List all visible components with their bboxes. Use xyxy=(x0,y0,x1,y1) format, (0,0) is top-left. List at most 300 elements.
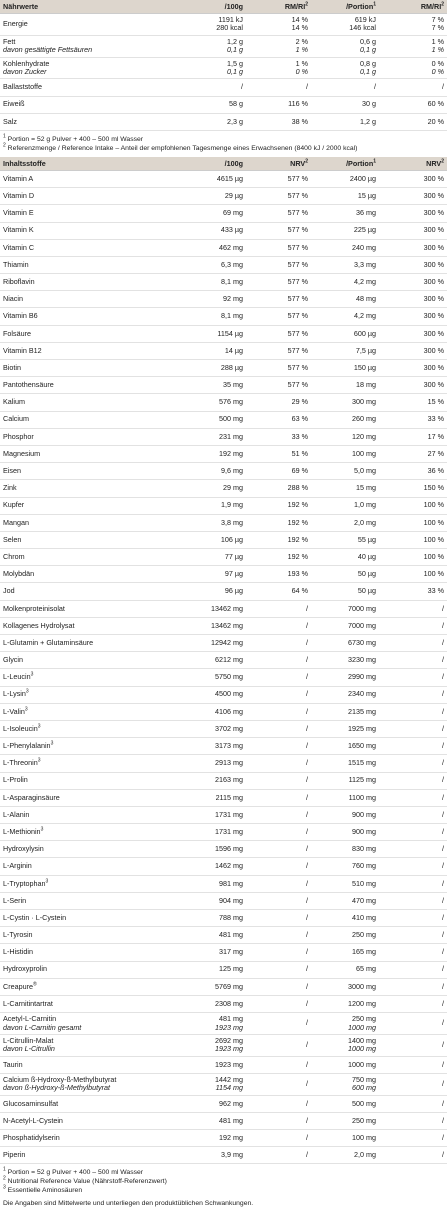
ingredient-value-v4 xyxy=(379,858,447,875)
ingredient-row xyxy=(0,669,447,686)
value-line: 65 mg xyxy=(356,964,376,974)
ingredient-value-v4 xyxy=(379,772,447,789)
value-line: / xyxy=(306,637,308,647)
nutrient-value-v1 xyxy=(190,35,246,57)
value-subline: 1000 mg xyxy=(348,1044,376,1054)
ingredient-value-v1 xyxy=(190,617,246,634)
nutrient-value-v4 xyxy=(379,96,447,113)
ingredient-label xyxy=(3,364,187,372)
value-line: / xyxy=(306,741,308,751)
nutrient-value-v1 xyxy=(190,113,246,130)
value-line: / xyxy=(442,672,444,682)
ingredient-value-v3 xyxy=(311,927,379,944)
ingredient-value-v2 xyxy=(246,531,311,548)
ingredient-value-v3 xyxy=(311,789,379,806)
ingredient-value-v2 xyxy=(246,170,311,187)
ingredient-value-v4 xyxy=(379,789,447,806)
ingredient-value-v3 xyxy=(311,910,379,927)
ingredient-value-v2 xyxy=(246,720,311,737)
ingredient-value-v4 xyxy=(379,1130,447,1147)
ingredient-value-v4 xyxy=(379,600,447,617)
value-line: / xyxy=(306,1059,308,1069)
ingredient-value-v2 xyxy=(246,652,311,669)
value-line: 120 mg xyxy=(352,431,376,441)
value-line: 2,0 mg xyxy=(354,1150,376,1160)
ingredient-label-text: Piperin xyxy=(3,1150,26,1160)
ingredient-value-v4 xyxy=(379,755,447,772)
ingredient-row xyxy=(0,205,447,222)
value-line: 7,5 µg xyxy=(355,345,376,355)
value-line: 981 mg xyxy=(219,878,243,888)
value-line: / xyxy=(442,792,444,802)
ingredient-value-v4 xyxy=(379,703,447,720)
ingredient-row xyxy=(0,995,447,1012)
ingredient-value-v1 xyxy=(190,342,246,359)
value-line: 462 mg xyxy=(219,242,243,252)
ingredient-value-v3 xyxy=(311,892,379,909)
header-nrv2: NRV$^2$ xyxy=(379,157,447,171)
ingredient-value-v2 xyxy=(246,789,311,806)
header-portion: /Portion$^1$ xyxy=(311,157,379,171)
ingredient-row xyxy=(0,1056,447,1073)
value-line: / xyxy=(442,82,444,92)
ingredient-name xyxy=(0,566,190,583)
value-line: 317 mg xyxy=(219,947,243,957)
value-line: 830 mg xyxy=(352,844,376,854)
ingredient-value-v2 xyxy=(246,927,311,944)
value-line: 3702 mg xyxy=(215,723,243,733)
value-line: / xyxy=(442,1040,444,1050)
ingredient-name xyxy=(0,703,190,720)
ingredient-row xyxy=(0,892,447,909)
value-line: 3,8 mg xyxy=(221,517,243,527)
value-line: 2400 µg xyxy=(349,173,376,183)
ingredient-value-v3 xyxy=(311,1056,379,1073)
ingredient-value-v2 xyxy=(246,188,311,205)
value-line: 63 % xyxy=(291,414,308,424)
ingredient-value-v4 xyxy=(379,1034,447,1056)
value-line: 788 mg xyxy=(219,912,243,922)
ingredient-superscript: 3 xyxy=(45,878,49,885)
ingredient-value-v2 xyxy=(246,274,311,291)
nutrition-table xyxy=(0,0,447,131)
ingredient-row xyxy=(0,1073,447,1095)
ingredient-sublabel: davon L-Citrullin xyxy=(3,1044,55,1054)
value-line: 410 mg xyxy=(352,912,376,922)
ingredient-label-text: Calcium ß-Hydroxy-ß-Methylbutyrat xyxy=(3,1074,117,1084)
value-line: 14 µg xyxy=(224,345,243,355)
value-line: 962 mg xyxy=(219,1098,243,1108)
value-line: / xyxy=(306,1018,308,1028)
value-line: 300 % xyxy=(423,208,444,218)
ingredient-value-v1 xyxy=(190,995,246,1012)
ingredient-name xyxy=(0,377,190,394)
value-line: 50 µg xyxy=(357,569,376,579)
ingredient-value-v3 xyxy=(311,841,379,858)
footnote-3: $^3$ Essentielle Aminosäuren xyxy=(3,1185,83,1195)
ingredients-header-row xyxy=(0,157,447,171)
ingredient-value-v4 xyxy=(379,961,447,978)
value-line: / xyxy=(442,912,444,922)
ingredient-name xyxy=(0,995,190,1012)
value-line: / xyxy=(306,964,308,974)
value-line: 2163 mg xyxy=(215,775,243,785)
nutrient-label: Fett xyxy=(3,36,16,46)
nutrition-row xyxy=(0,57,447,79)
ingredient-name xyxy=(0,463,190,480)
value-line: 433 µg xyxy=(220,225,243,235)
ingredient-value-v2 xyxy=(246,445,311,462)
value-line: 33 % xyxy=(427,414,444,424)
value-line: 231 mg xyxy=(219,431,243,441)
value-line: 15 µg xyxy=(357,191,376,201)
value-line: / xyxy=(306,603,308,613)
ingredient-name xyxy=(0,772,190,789)
ingredient-label xyxy=(3,759,187,767)
ingredient-value-v1 xyxy=(190,806,246,823)
ingredient-label-text: Creapure xyxy=(3,981,33,991)
ingredient-value-v4 xyxy=(379,445,447,462)
value-line: 13462 mg xyxy=(211,620,243,630)
ingredient-value-v2 xyxy=(246,738,311,755)
value-line: 192 mg xyxy=(219,448,243,458)
ingredient-name xyxy=(0,411,190,428)
ingredient-label xyxy=(3,931,187,939)
ingredient-value-v1 xyxy=(190,720,246,737)
ingredient-value-v2 xyxy=(246,824,311,841)
ingredient-value-v1 xyxy=(190,1056,246,1073)
ingredient-row xyxy=(0,600,447,617)
ingredient-value-v2 xyxy=(246,411,311,428)
ingredient-superscript: 3 xyxy=(30,671,34,678)
ingredient-value-v3 xyxy=(311,256,379,273)
value-line: 96 µg xyxy=(224,586,243,596)
ingredient-label-text: Niacin xyxy=(3,294,23,304)
value-line: 1462 mg xyxy=(215,861,243,871)
value-line: 0 % xyxy=(431,66,444,76)
value-line: / xyxy=(306,706,308,716)
value-line: / xyxy=(306,1115,308,1125)
ingredient-value-v1 xyxy=(190,205,246,222)
value-line: / xyxy=(442,775,444,785)
value-line: 1400 mg xyxy=(348,1035,376,1045)
ingredient-value-v1 xyxy=(190,961,246,978)
ingredient-label-text: Mangan xyxy=(3,517,29,527)
ingredient-label-text: L-Valin xyxy=(3,706,25,716)
header-nrv1: NRV$^2$ xyxy=(246,157,311,171)
ingredient-value-v2 xyxy=(246,875,311,892)
ingredient-label xyxy=(3,519,187,527)
value-line: 576 mg xyxy=(219,397,243,407)
ingredient-value-v1 xyxy=(190,480,246,497)
ingredient-name xyxy=(0,841,190,858)
value-line: 300 % xyxy=(423,328,444,338)
value-line: 116 % xyxy=(288,99,308,109)
ingredient-value-v2 xyxy=(246,222,311,239)
ingredient-value-v2 xyxy=(246,1034,311,1056)
value-line: 29 % xyxy=(291,397,308,407)
ingredient-row xyxy=(0,256,447,273)
value-line: / xyxy=(442,844,444,854)
ingredient-value-v2 xyxy=(246,635,311,652)
footnote-1: $^1$ Portion = 52 g Pulver + 400 – 500 ml Wasser xyxy=(3,1167,144,1177)
value-line: / xyxy=(374,82,376,92)
ingredient-name xyxy=(0,342,190,359)
ingredient-value-v4 xyxy=(379,428,447,445)
ingredient-value-v2 xyxy=(246,360,311,377)
value-line: / xyxy=(306,1132,308,1142)
ingredient-value-v1 xyxy=(190,738,246,755)
value-line: 7000 mg xyxy=(348,620,376,630)
ingredient-value-v3 xyxy=(311,239,379,256)
value-line: / xyxy=(306,930,308,940)
ingredient-value-v4 xyxy=(379,652,447,669)
ingredient-value-v4 xyxy=(379,927,447,944)
nutrient-value-v3 xyxy=(311,79,379,96)
ingredient-row xyxy=(0,274,447,291)
ingredient-label xyxy=(3,398,187,406)
value-line: / xyxy=(306,826,308,836)
ingredient-label-text: Zink xyxy=(3,483,17,493)
ingredient-value-v3 xyxy=(311,961,379,978)
ingredient-value-v4 xyxy=(379,274,447,291)
ingredient-row xyxy=(0,394,447,411)
ingredient-value-v3 xyxy=(311,995,379,1012)
ingredient-label-text: L-Threonin xyxy=(3,758,38,768)
ingredient-row xyxy=(0,411,447,428)
ingredient-row xyxy=(0,566,447,583)
ingredient-name xyxy=(0,205,190,222)
value-line: 250 mg xyxy=(352,1115,376,1125)
ingredient-value-v4 xyxy=(379,841,447,858)
ingredient-label-text: L-Arginin xyxy=(3,861,32,871)
ingredient-value-v3 xyxy=(311,1073,379,1095)
value-line: 577 % xyxy=(287,328,308,338)
value-line: / xyxy=(241,82,243,92)
value-line: 6,3 mg xyxy=(221,259,243,269)
ingredient-label xyxy=(3,776,187,784)
ingredient-label-text: Calcium xyxy=(3,414,29,424)
ingredient-row xyxy=(0,738,447,755)
ingredient-label xyxy=(3,690,187,698)
ingredient-value-v3 xyxy=(311,1130,379,1147)
ingredient-label-text: Vitamin C xyxy=(3,242,35,252)
nutrient-label: Salz xyxy=(3,116,17,126)
ingredient-row xyxy=(0,583,447,600)
ingredient-value-v1 xyxy=(190,256,246,273)
value-line: 58 g xyxy=(229,99,243,109)
ingredient-label-text: Folsäure xyxy=(3,328,31,338)
value-line: 150 % xyxy=(423,483,444,493)
ingredient-value-v2 xyxy=(246,549,311,566)
ingredient-label xyxy=(3,295,187,303)
ingredient-value-v4 xyxy=(379,617,447,634)
value-line: 6730 mg xyxy=(348,637,376,647)
ingredient-value-v2 xyxy=(246,961,311,978)
value-line: 97 µg xyxy=(224,569,243,579)
ingredient-value-v1 xyxy=(190,1112,246,1129)
value-line: 192 % xyxy=(287,500,308,510)
ingredient-value-v4 xyxy=(379,256,447,273)
ingredient-value-v4 xyxy=(379,738,447,755)
ingredient-value-v2 xyxy=(246,566,311,583)
nutrient-value-v2 xyxy=(246,14,311,36)
ingredient-value-v2 xyxy=(246,325,311,342)
ingredient-value-v2 xyxy=(246,377,311,394)
value-line: 106 µg xyxy=(220,534,243,544)
ingredient-row xyxy=(0,961,447,978)
value-line: 2692 mg xyxy=(215,1035,243,1045)
value-line: 1925 mg xyxy=(348,723,376,733)
nutrient-value-v2 xyxy=(246,35,311,57)
ingredient-value-v3 xyxy=(311,720,379,737)
value-line: 1154 µg xyxy=(217,328,243,338)
header-rm1: $RM/RI^2$ xyxy=(246,0,311,14)
ingredient-row xyxy=(0,531,447,548)
ingredient-value-v4 xyxy=(379,635,447,652)
ingredient-value-v3 xyxy=(311,686,379,703)
value-line: 2340 mg xyxy=(348,689,376,699)
nutrient-label: Energie xyxy=(3,19,28,29)
ingredient-label-text: Kollagenes Hydrolysat xyxy=(3,620,75,630)
ingredient-row xyxy=(0,428,447,445)
ingredient-value-v4 xyxy=(379,188,447,205)
value-line: 1731 mg xyxy=(215,809,243,819)
ingredient-value-v1 xyxy=(190,927,246,944)
value-line: 50 µg xyxy=(357,586,376,596)
ingredient-value-v1 xyxy=(190,360,246,377)
value-line: / xyxy=(442,998,444,1008)
ingredient-value-v4 xyxy=(379,222,447,239)
ingredient-value-v1 xyxy=(190,1147,246,1164)
value-line: 577 % xyxy=(287,380,308,390)
ingredient-value-v1 xyxy=(190,170,246,187)
ingredient-value-v3 xyxy=(311,411,379,428)
nutrient-name xyxy=(0,35,190,57)
ingredient-label xyxy=(3,415,187,423)
value-line: 77 µg xyxy=(224,551,243,561)
value-line: 2115 mg xyxy=(215,792,243,802)
value-line: 470 mg xyxy=(352,895,376,905)
ingredient-label xyxy=(3,794,187,802)
ingredient-value-v3 xyxy=(311,858,379,875)
ingredient-value-v1 xyxy=(190,652,246,669)
ingredient-label-text: L-Prolin xyxy=(3,775,28,785)
value-line: 0,1 g xyxy=(360,45,376,55)
ingredient-value-v1 xyxy=(190,892,246,909)
ingredient-name xyxy=(0,291,190,308)
value-line: 481 mg xyxy=(219,1115,243,1125)
ingredient-value-v2 xyxy=(246,514,311,531)
value-line: 1,2 g xyxy=(360,116,376,126)
value-line: 577 % xyxy=(287,173,308,183)
value-line: 1200 mg xyxy=(348,998,376,1008)
value-line: 5769 mg xyxy=(215,981,243,991)
value-line: 8,1 mg xyxy=(221,276,243,286)
nutrient-name xyxy=(0,96,190,113)
ingredient-row xyxy=(0,308,447,325)
ingredient-value-v4 xyxy=(379,170,447,187)
value-line: / xyxy=(442,1150,444,1160)
ingredient-name xyxy=(0,325,190,342)
value-line: 1596 mg xyxy=(215,844,243,854)
ingredient-value-v3 xyxy=(311,205,379,222)
ingredient-value-v2 xyxy=(246,239,311,256)
ingredient-value-v2 xyxy=(246,755,311,772)
ingredient-value-v2 xyxy=(246,1112,311,1129)
ingredient-label xyxy=(3,622,187,630)
value-line: 300 mg xyxy=(352,397,376,407)
ingredient-label-text: Jod xyxy=(3,586,15,596)
ingredient-name xyxy=(0,428,190,445)
value-line: 300 % xyxy=(423,191,444,201)
nutrient-value-v3 xyxy=(311,14,379,36)
ingredient-value-v1 xyxy=(190,1130,246,1147)
value-line: 2308 mg xyxy=(215,998,243,1008)
value-line: 1650 mg xyxy=(348,741,376,751)
value-line: 29 mg xyxy=(223,483,243,493)
ingredient-value-v3 xyxy=(311,308,379,325)
ingredient-value-v3 xyxy=(311,377,379,394)
value-line: / xyxy=(442,706,444,716)
ingredient-value-v4 xyxy=(379,892,447,909)
ingredient-value-v4 xyxy=(379,995,447,1012)
ingredient-label-text: Magnesium xyxy=(3,448,41,458)
value-line: 100 % xyxy=(423,500,444,510)
ingredient-value-v1 xyxy=(190,222,246,239)
ingredient-label xyxy=(3,536,187,544)
ingredient-sublabel: davon L-Carnitin gesamt xyxy=(3,1022,82,1032)
ingredient-row xyxy=(0,841,447,858)
ingredient-value-v4 xyxy=(379,394,447,411)
ingredient-sublabel: davon ß-Hydroxy-ß-Methylbutyrat xyxy=(3,1083,111,1093)
ingredient-value-v2 xyxy=(246,995,311,1012)
nutrient-value-v1 xyxy=(190,79,246,96)
ingredient-label-text: N-Acetyl-L-Cystein xyxy=(3,1115,63,1125)
nutrient-sublabel: davon gesättigte Fettsäuren xyxy=(3,45,93,55)
value-line: 1442 mg xyxy=(215,1074,243,1084)
ingredient-value-v3 xyxy=(311,480,379,497)
ingredient-name xyxy=(0,274,190,291)
ingredient-value-v3 xyxy=(311,755,379,772)
value-line: 904 mg xyxy=(219,895,243,905)
ingredient-value-v2 xyxy=(246,308,311,325)
value-line: 1923 mg xyxy=(215,1059,243,1069)
ingredient-row xyxy=(0,772,447,789)
header-name: Nährwerte xyxy=(0,0,190,14)
ingredient-row xyxy=(0,824,447,841)
ingredient-label-text: Kupfer xyxy=(3,500,25,510)
ingredient-label-text: Vitamin A xyxy=(3,173,34,183)
ingredient-label xyxy=(3,484,187,492)
ingredient-value-v1 xyxy=(190,841,246,858)
ingredient-label-text: L-Methionin xyxy=(3,826,41,836)
value-line: 1515 mg xyxy=(348,758,376,768)
value-line: 6212 mg xyxy=(215,655,243,665)
ingredient-value-v4 xyxy=(379,669,447,686)
value-line: 1,2 g xyxy=(227,36,243,46)
nutrient-value-v4 xyxy=(379,14,447,36)
ingredient-value-v3 xyxy=(311,944,379,961)
ingredient-label xyxy=(3,708,187,716)
ingredient-value-v2 xyxy=(246,772,311,789)
value-line: 1125 mg xyxy=(348,775,376,785)
value-subline: 1923 mg xyxy=(215,1022,243,1032)
value-line: 146 kcal xyxy=(349,23,376,33)
value-line: / xyxy=(306,1150,308,1160)
nutrient-value-v1 xyxy=(190,57,246,79)
ingredient-value-v1 xyxy=(190,239,246,256)
